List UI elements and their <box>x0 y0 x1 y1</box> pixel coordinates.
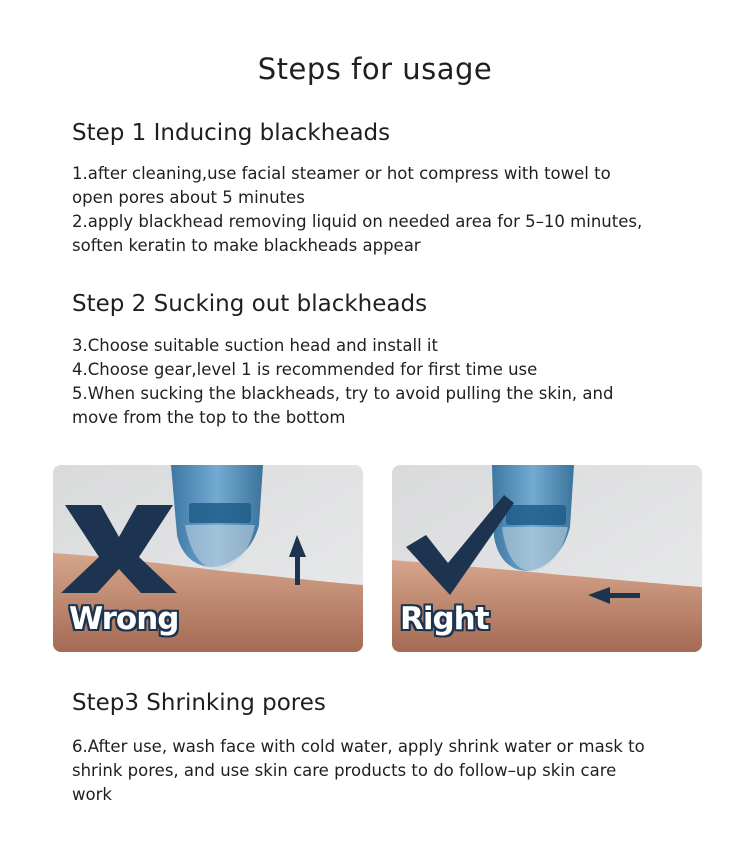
step2-heading: Step 2 Sucking out blackheads <box>72 291 428 317</box>
step1-line: open pores about 5 minutes <box>72 188 305 207</box>
step2-line: move from the top to the bottom <box>72 408 346 427</box>
step1-line: 1.after cleaning,use facial steamer or hot compress with towel to <box>72 164 611 183</box>
wrong-usage-photo <box>53 465 363 652</box>
step3-heading: Step3 Shrinking pores <box>72 690 326 716</box>
step1-line: 2.apply blackhead removing liquid on needed area for 5–10 minutes, <box>72 212 643 231</box>
step2-body <box>72 334 712 430</box>
step3-line: 6.After use, wash face with cold water, apply shrink water or mask to <box>72 737 645 756</box>
step2-line: 4.Choose gear,level 1 is recommended for first time use <box>72 360 538 379</box>
right-usage-photo <box>392 465 702 652</box>
device-ring <box>189 503 251 523</box>
step3-body <box>72 735 712 807</box>
step1-heading: Step 1 Inducing blackheads <box>72 120 391 146</box>
step2-line: 5.When sucking the blackheads, try to avoid pulling the skin, and <box>72 384 614 403</box>
right-label: Right <box>400 601 489 637</box>
wrong-label: Wrong <box>69 601 179 637</box>
step3-line: work <box>72 785 112 804</box>
page-title: Steps for usage <box>257 52 493 86</box>
step3-line: shrink pores, and use skin care products to do follow–up skin care <box>72 761 617 780</box>
step1-body <box>72 162 712 258</box>
step1-line: soften keratin to make blackheads appear <box>72 236 421 255</box>
device-ring <box>506 505 566 525</box>
step2-line: 3.Choose suitable suction head and install it <box>72 336 438 355</box>
